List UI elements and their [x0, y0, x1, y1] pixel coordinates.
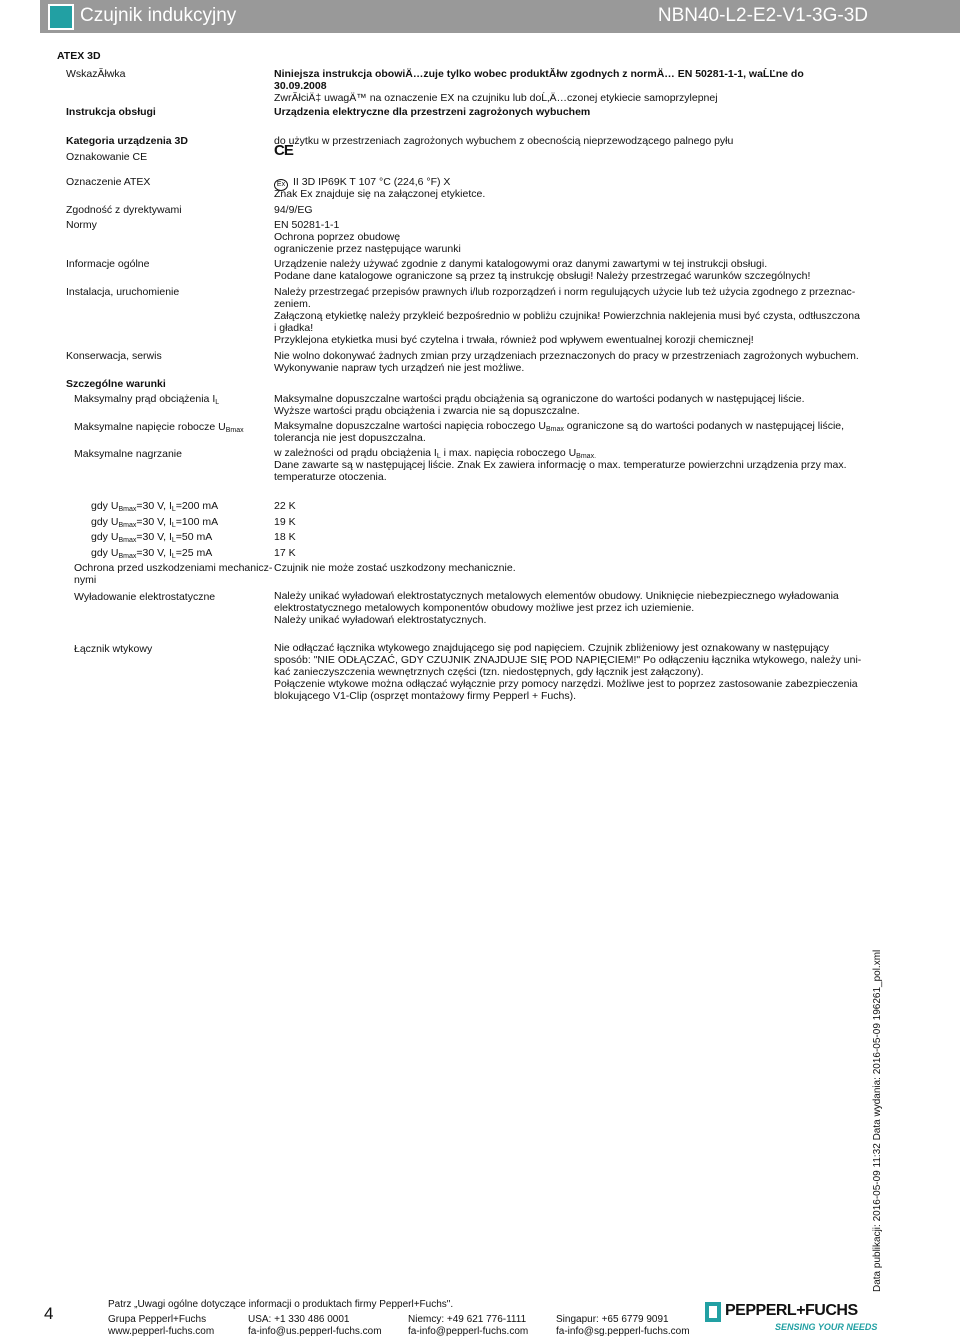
- nagrzanie-value-2: Dane zawarte są w następującej liście. Znak Ex zawiera informację o max. temperaturze powierzchni urządzenia przy max.: [274, 459, 847, 471]
- konserw-value: Nie wolno dokonywać żadnych zmian przy urządzeniach przeznaczonych do pracy w przestrzeniach zagrożonych wybuchem.: [274, 350, 859, 362]
- atex-marking: II 3D IP69K T 107 °C (224,6 °F) X: [293, 176, 451, 188]
- normy-label: Normy: [66, 219, 97, 231]
- nagrzanie-value: w zależności od prądu obciążenia $I_L$ i max. napięcia roboczego $U_{Bmax.}$: [274, 447, 597, 460]
- esd-value: Należy unikać wyładowań elektrostatycznych metalowych elementów obudowy. Uniknięcie niebezpiecznego wyładowania: [274, 590, 839, 602]
- temp-row-condition: gdy $U_{Bmax}=30$ V, $I_L=200$ mA: [91, 500, 219, 513]
- plug-value-4: Połączenie wtykowe można odłączać wyłącznie przy pomocy narzędzi. Możliwe jest to poprzez zastosowanie zabezpieczenia: [274, 678, 858, 690]
- footer-group: Grupa Pepperl+Fuchs: [108, 1314, 207, 1325]
- prad-value: Maksymalne dopuszczalne wartości prądu obciążenia są ograniczone do wartości podanych w następującej liście.: [274, 393, 805, 405]
- ce-label: Oznakowanie CE: [66, 151, 148, 163]
- plug-value-2: sposób: "NIE ODŁĄCZAĆ, GDY CZUJNIK ZNAJDUJE SIĘ POD NAPIĘCIEM!" Po odłączeniu łącznika wtykowego, należy uni-: [274, 654, 862, 666]
- footer-sg-phone: Singapur: +65 6779 9091: [556, 1314, 669, 1325]
- instal-value-3: Załączoną etykietkę należy przykleić bezpośrednio w pobliżu czujnika! Powierzchnia naklejenia musi być czysta, odtłuszczona: [274, 310, 860, 322]
- header-title: Czujnik indukcyjny: [80, 5, 237, 26]
- napiecie-value-2: tolerancja nie jest dopuszczalna.: [274, 432, 426, 444]
- footer-sg-email-link[interactable]: fa-info@sg.pepperl-fuchs.com: [556, 1326, 690, 1337]
- temp-row-value: 22 K: [274, 500, 296, 512]
- page-header: [40, 0, 960, 33]
- wskazowka-value: Niniejsza instrukcja obowiÄ…zuje tylko wobec produktĂłw zgodnych z normÄ… EN 50281-1-1, waĹĽne do: [274, 68, 804, 80]
- esd-value-3: Należy unikać wyładowań elektrostatycznych.: [274, 614, 487, 626]
- footer-website-link[interactable]: www.pepperl-fuchs.com: [108, 1326, 215, 1337]
- normy-value-3: ograniczenie przez następujące warunki: [274, 243, 461, 255]
- atex-label: Oznaczenie ATEX: [66, 176, 151, 188]
- plug-label: Łącznik wtykowy: [74, 643, 153, 655]
- footer-note: Patrz „Uwagi ogólne dotyczące informacji o produktach firmy Pepperl+Fuchs".: [108, 1299, 454, 1310]
- atex-value-2: Znak Ex znajduje się na załączonej etykietce.: [274, 188, 486, 200]
- publication-info-vertical: Data publikacji: 2016-05-09 11:32 Data wydania: 2016-05-09 196261_pol.xml: [872, 949, 883, 1292]
- prad-label: Maksymalny prąd obciążenia $I_L$: [74, 393, 220, 406]
- logo-text: PEPPERL+FUCHS: [725, 1302, 858, 1319]
- instal-label: Instalacja, uruchomienie: [66, 286, 180, 298]
- instrukcja-value: Urządzenia elektryczne dla przestrzeni zagrożonych wybuchem: [274, 106, 591, 118]
- dyrektywy-value: 94/9/EG: [274, 204, 313, 216]
- plug-value: Nie odłączać łącznika wtykowego znajdującego się pod napięciem. Czujnik zbliżeniowy jest oznakowany w następujący: [274, 642, 830, 654]
- page-number: 4: [44, 1304, 54, 1323]
- napiecie-label: Maksymalne napięcie robocze $U_{Bmax}$: [74, 421, 244, 434]
- instal-value-4: i gładka!: [274, 322, 314, 334]
- kategoria-value: do użytku w przestrzeniach zagrożonych wybuchem z obecnością nieprzewodzącego palnego pyłu: [274, 135, 734, 147]
- kategoria-label: Kategoria urządzenia 3D: [66, 135, 188, 147]
- ex-icon: Ex: [274, 179, 288, 191]
- esd-value-2: elektrostatycznego metalowych komponentów obudowy możliwe jest przez ich uziemienie.: [274, 602, 695, 614]
- konserw-value-2: Wykonywanie napraw tych urządzeń nie jest możliwe.: [274, 362, 525, 374]
- logo-slogan: SENSING YOUR NEEDS: [775, 1322, 878, 1332]
- wskazowka-value-3: ZwrĂłciÄ‡ uwagÄ™ na oznaczenie EX na czujniku lub doĹ‚Ä…czonej etykiecie samoprzylepnej: [274, 92, 718, 104]
- plug-value-3: kać zanieczyszczenia wewnętrznych części (tzn. niedostępnych, gdy łącznik jest załączony).: [274, 666, 704, 678]
- temp-row-value: 18 K: [274, 531, 296, 543]
- instal-value-5: Przyklejona etykietka musi być czytelna i trwała, również pod wpływem ewentualnej korozji chemicznej!: [274, 334, 754, 346]
- instal-value: Należy przestrzegać przepisów prawnych i/lub rozporządzeń i norm regulujących użycie lub też użycia zgodnego z przeznac-: [274, 286, 856, 298]
- esd-label: Wyładowanie elektrostatyczne: [74, 591, 216, 603]
- nagrzanie-value-3: temperaturze otoczenia.: [274, 471, 387, 483]
- prad-value-2: Wyższe wartości prądu obciążenia i zwarcia nie są dopuszczalne.: [274, 405, 580, 417]
- plug-value-5: blokującego V1-Clip (osprzęt montażowy firmy Pepperl + Fuchs).: [274, 690, 576, 702]
- footer-usa-phone: USA: +1 330 486 0001: [248, 1314, 350, 1325]
- header-model: NBN40-L2-E2-V1-3G-3D: [657, 5, 868, 26]
- temp-row-condition: gdy $U_{Bmax}=30$ V, $I_L=100$ mA: [91, 516, 219, 529]
- normy-value-2: Ochrona poprzez obudowę: [274, 231, 401, 243]
- section-atex-title: ATEX 3D: [57, 50, 101, 62]
- wskazowka-value-2: 30.09.2008: [274, 80, 327, 92]
- footer-usa-email-link[interactable]: fa-info@us.pepperl-fuchs.com: [248, 1326, 382, 1337]
- instal-value-2: zeniem.: [274, 298, 311, 310]
- normy-value: EN 50281-1-1: [274, 219, 340, 231]
- footer-de-phone: Niemcy: +49 621 776-1111: [408, 1314, 527, 1325]
- footer-de-email-link[interactable]: fa-info@pepperl-fuchs.com: [408, 1326, 529, 1337]
- mech-label-2: nymi: [74, 574, 97, 586]
- brand-square-icon: [48, 4, 74, 30]
- logo-mark-icon: [705, 1302, 721, 1322]
- ce-mark-icon: CE: [274, 142, 293, 159]
- info-value-2: Podane dane katalogowe ograniczone są przez tą instrukcję obsługi! Należy przestrzegać warunków szczególnych!: [274, 270, 811, 282]
- nagrzanie-label: Maksymalne nagrzanie: [74, 448, 182, 460]
- konserw-label: Konserwacja, serwis: [66, 350, 162, 362]
- wskazowka-label: WskazĂłwka: [66, 68, 126, 80]
- info-label: Informacje ogólne: [66, 258, 150, 270]
- instrukcja-label: Instrukcja obsługi: [66, 106, 156, 118]
- temp-row-value: 17 K: [274, 547, 296, 559]
- napiecie-value: Maksymalne dopuszczalne wartości napięcia roboczego $U_{Bmax}$ ograniczone są do wartości podanych w następującej liście,: [274, 420, 845, 433]
- company-logo: [705, 1300, 885, 1336]
- info-value: Urządzenie należy używać zgodnie z danymi katalogowymi oraz danymi zawartymi w tej instrukcji obsługi.: [274, 258, 768, 270]
- dyrektywy-label: Zgodność z dyrektywami: [66, 204, 182, 216]
- mech-label: Ochrona przed uszkodzeniami mechanicz-: [74, 562, 273, 574]
- special-title: Szczególne warunki: [66, 378, 166, 390]
- temp-row-value: 19 K: [274, 516, 296, 528]
- mech-value: Czujnik nie może zostać uszkodzony mechanicznie.: [274, 562, 516, 574]
- temp-row-condition: gdy $U_{Bmax}=30$ V, $I_L=50$ mA: [91, 531, 213, 544]
- temp-row-condition: gdy $U_{Bmax}=30$ V, $I_L=25$ mA: [91, 547, 213, 560]
